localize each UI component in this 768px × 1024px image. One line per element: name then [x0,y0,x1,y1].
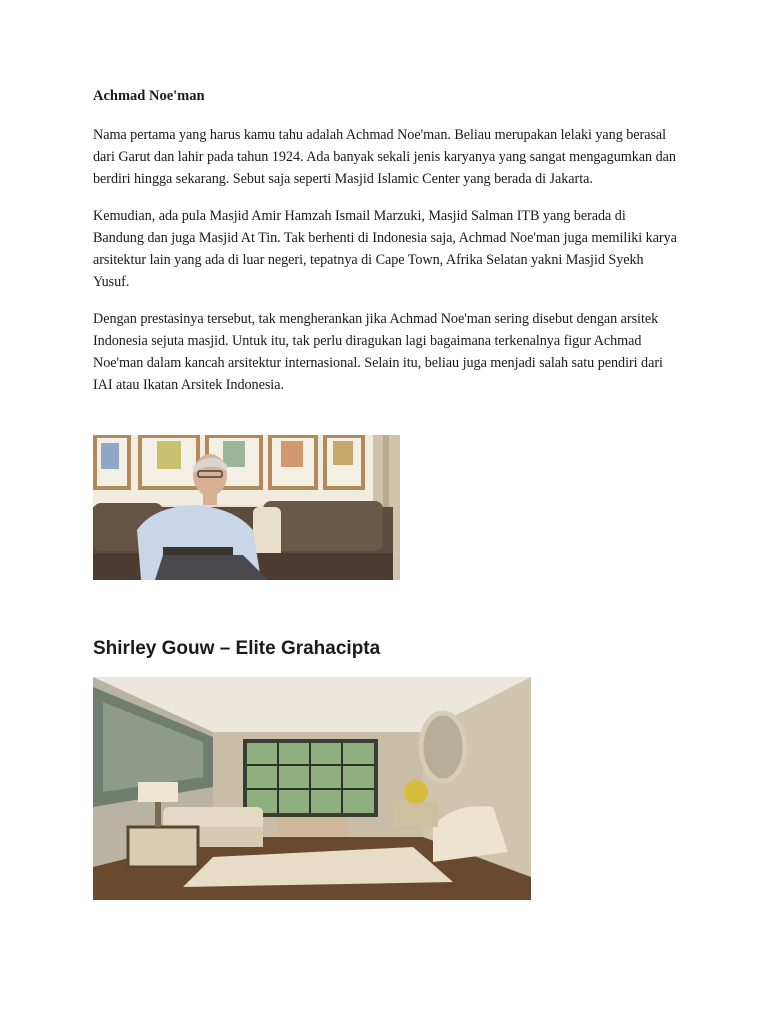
paragraph-1: Nama pertama yang harus kamu tahu adalah Achmad Noe'man. Beliau merupakan lelaki yang berasal dari Garut dan lahir pada tahun 1924. Ada banyak sekali jenis karyanya yang sangat mengagumkan dan berdiri hingga sekarang. Sebut saja seperti Masjid Islamic Center yang berada di Jakarta. [93,127,676,187]
section-heading: Achmad Noe'man [93,88,205,104]
living-room-photo [93,677,531,900]
portrait-photo [93,435,400,580]
section-heading-2: Shirley Gouw – Elite Grahacipta [93,638,381,659]
paragraph-2: Kemudian, ada pula Masjid Amir Hamzah Ismail Marzuki, Masjid Salman ITB yang berada di Bandung dan juga Masjid At Tin. Tak berhenti di Indonesia saja, Achmad Noe'man juga memiliki karya arsitektur lain yang ada di luar negeri, tepatnya di Cape Town, Afrika Selatan yakni Masjid Syekh Yusuf. [93,208,677,290]
article [93,86,678,411]
paragraph-3: Dengan prestasinya tersebut, tak mengherankan jika Achmad Noe'man sering disebut dengan arsitek Indonesia sejuta masjid. Untuk itu, tak perlu diragukan lagi bagaimana terkenalnya figur Achmad Noe'man dalam kancah arsitektur internasional. Selain itu, beliau juga menjadi salah satu pendiri dari IAI atau Ikatan Arsitek Indonesia. [93,311,663,393]
